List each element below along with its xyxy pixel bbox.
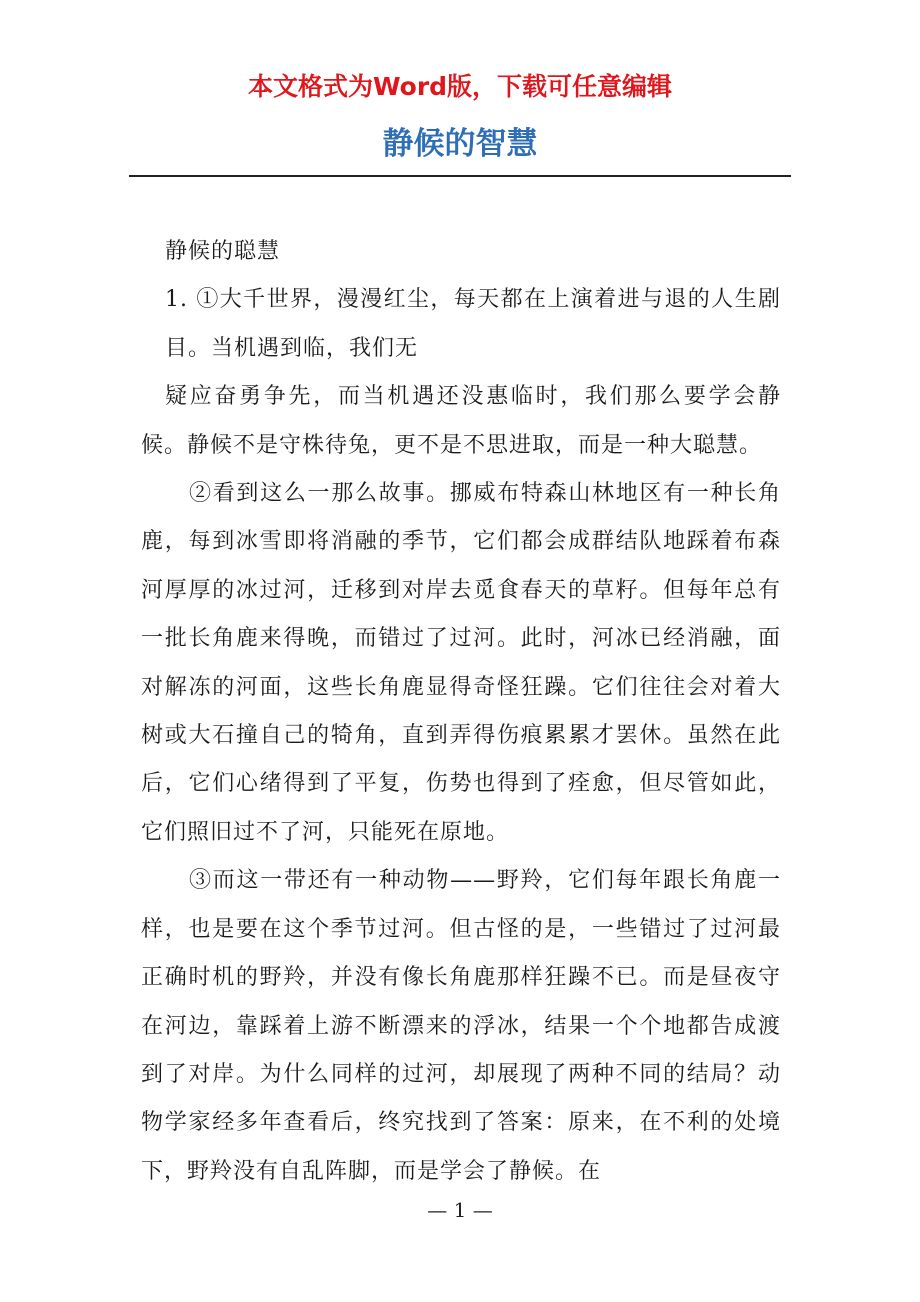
document-title: 静候的智慧 [382, 126, 538, 162]
paragraph-4: ③而这一带还有一种动物——野羚，它们每年跟长角鹿一样，也是要在这个季节过河。但古怪的是，一些错过了过河最正确时机的野羚，并没有像长角鹿那样狂躁不已。而是昼夜守在河边，靠踩着上游不断漂来的浮冰，结果一个个地都告成渡到了对岸。为什么同样的过河，却展现了两种不同的结局？动物学家经多年查看后，终究找到了答案：原来，在不利的处境下，野羚没有自乱阵脚，而是学会了静候。在 [141, 868, 781, 1184]
title-divider [129, 175, 791, 177]
paragraph-3: ②看到这么一那么故事。挪威布特森山林地区有一种长角鹿，每到冰雪即将消融的季节，它们都会成群结队地踩着布森河厚厚的冰过河，迁移到对岸去觅食春天的草籽。但每年总有一批长角鹿来得晚，而错过了过河。此时，河冰已经消融，面对解冻的河面，这些长角鹿显得奇怪狂躁。它们往往会对着大树或大石撞自己的犄角，直到弄得伤痕累累才罢休。虽然在此后，它们心绪得到了平复，伤势也得到了痊愈，但尽管如此，它们照旧过不了河，只能死在原地。 [141, 481, 781, 845]
paragraph-2: 疑应奋勇争先，而当机遇还没惠临时，我们那么要学会静候。静候不是守株待兔，更不是不思进取，而是一种大聪慧。 [141, 384, 781, 458]
paragraph-1: 1. ①大千世界，漫漫红尘，每天都在上演着进与退的人生剧目。当机遇到临，我们无 [165, 287, 781, 361]
section-heading: 静候的聪慧 [165, 239, 281, 264]
page-number: — 1 — [427, 1198, 493, 1222]
download-banner: 本文格式为Word版，下载可任意编辑 [247, 72, 673, 101]
document-body [141, 228, 781, 1196]
